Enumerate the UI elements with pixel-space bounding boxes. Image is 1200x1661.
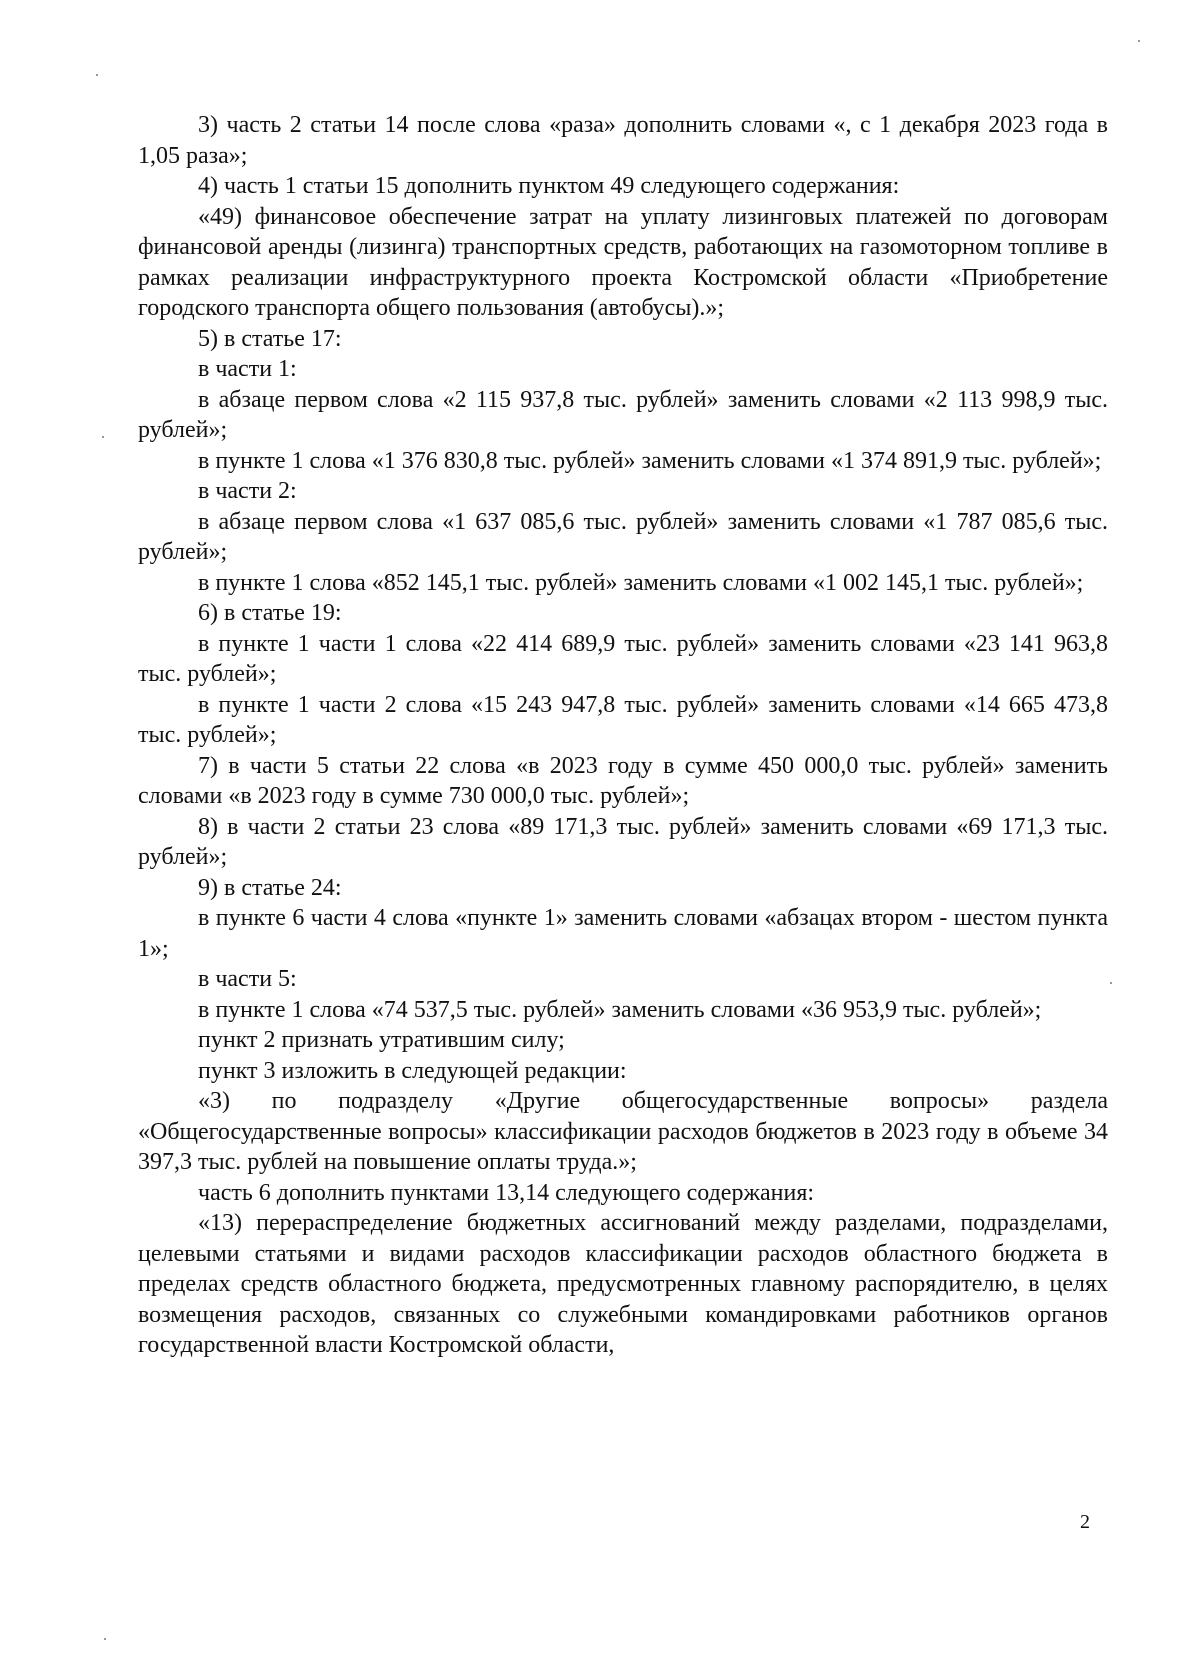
paragraph-5: 5) в статье 17: [198, 325, 342, 352]
paragraph-part-6: часть 6 дополнить пунктами 13,14 следующего содержания: [198, 1179, 815, 1206]
paragraph-5-part-2-punkt-1: в пункте 1 слова «852 145,1 тыс. рублей» заменить словами «1 002 145,1 тыс. рублей»; [198, 569, 1084, 596]
document-body [138, 110, 1108, 1361]
paragraph-9-part-4: в пункте 6 части 4 слова «пункте 1» заменить словами «абзацах втором - шестом пункта 1»; [138, 905, 1108, 962]
paragraph-5-part-2: в части 2: [198, 478, 297, 504]
paragraph-5-part-2-abzac: в абзаце первом слова «1 637 085,6 тыс. рублей» заменить словами «1 787 085,6 тыс. рублей»; [138, 508, 1108, 565]
paragraph-3: 3) часть 2 статьи 14 после слова «раза» дополнить словами «, с 1 декабря 2023 года в 1,05 раза»; [138, 112, 1108, 169]
scan-speck [1138, 40, 1140, 42]
paragraph-13: «13) перераспределение бюджетных ассигнований между разделами, подразделами, целевыми статьями и видами расходов классификации расходов областного бюджета в пределах средств областного бюджета, предусмотренных главному распорядителю, в целях возмещения расходов, связанных со служебными командировками работников органов государственной власти Костромской области, [138, 1210, 1108, 1358]
page-number: 2 [1080, 1511, 1090, 1533]
scan-speck [102, 436, 104, 438]
paragraph-8: 8) в части 2 статьи 23 слова «89 171,3 тыс. рублей» заменить словами «69 171,3 тыс. рублей»; [138, 813, 1108, 870]
paragraph-9: 9) в статье 24: [198, 874, 342, 901]
paragraph-6: 6) в статье 19: [198, 600, 342, 626]
paragraph-9-part-5: в части 5: [198, 966, 297, 992]
paragraph-9-part-5-punkt-2: пункт 2 признать утратившим силу; [198, 1027, 565, 1053]
paragraph-5-part-1-abzac: в абзаце первом слова «2 115 937,8 тыс. рублей» заменить словами «2 113 998,9 тыс. рублей»; [138, 386, 1108, 443]
scan-speck [104, 1638, 106, 1640]
paragraph-9-part-5-punkt-3: пункт 3 изложить в следующей редакции: [198, 1057, 627, 1084]
paragraph-7: 7) в части 5 статьи 22 слова «в 2023 году в сумме 450 000,0 тыс. рублей» заменить словами «в 2023 году в сумме 730 000,0 тыс. рублей»; [138, 752, 1108, 809]
scan-speck [1110, 982, 1112, 984]
paragraph-4: 4) часть 1 статьи 15 дополнить пунктом 49 следующего содержания: [198, 173, 900, 199]
paragraph-6-part-2: в пункте 1 части 2 слова «15 243 947,8 тыс. рублей» заменить словами «14 665 473,8 тыс. рублей»; [138, 691, 1108, 748]
scan-speck [96, 74, 98, 76]
paragraph-6-part-1: в пункте 1 части 1 слова «22 414 689,9 тыс. рублей» заменить словами «23 141 963,8 тыс. рублей»; [138, 630, 1108, 687]
paragraph-5-part-1-punkt-1: в пункте 1 слова «1 376 830,8 тыс. рублей» заменить словами «1 374 891,9 тыс. рублей»; [198, 447, 1102, 474]
paragraph-3-new-text: «3) по подразделу «Другие общегосударственные вопросы» раздела «Общегосударственные вопросы» классификации расходов бюджетов в 2023 году в объеме 34 397,3 тыс. рублей на повышение оплаты труда.»; [138, 1088, 1108, 1175]
paragraph-5-part-1: в части 1: [198, 356, 297, 382]
paragraph-49: «49) финансовое обеспечение затрат на уплату лизинговых платежей по договорам финансовой аренды (лизинга) транспортных средств, работающих на газомоторном топливе в рамках реализации инфраструктурного проекта Костромской области «Приобретение городского транспорта общего пользования (автобусы).»; [138, 203, 1108, 321]
paragraph-9-part-5-punkt-1: в пункте 1 слова «74 537,5 тыс. рублей» заменить словами «36 953,9 тыс. рублей»; [198, 996, 1042, 1023]
